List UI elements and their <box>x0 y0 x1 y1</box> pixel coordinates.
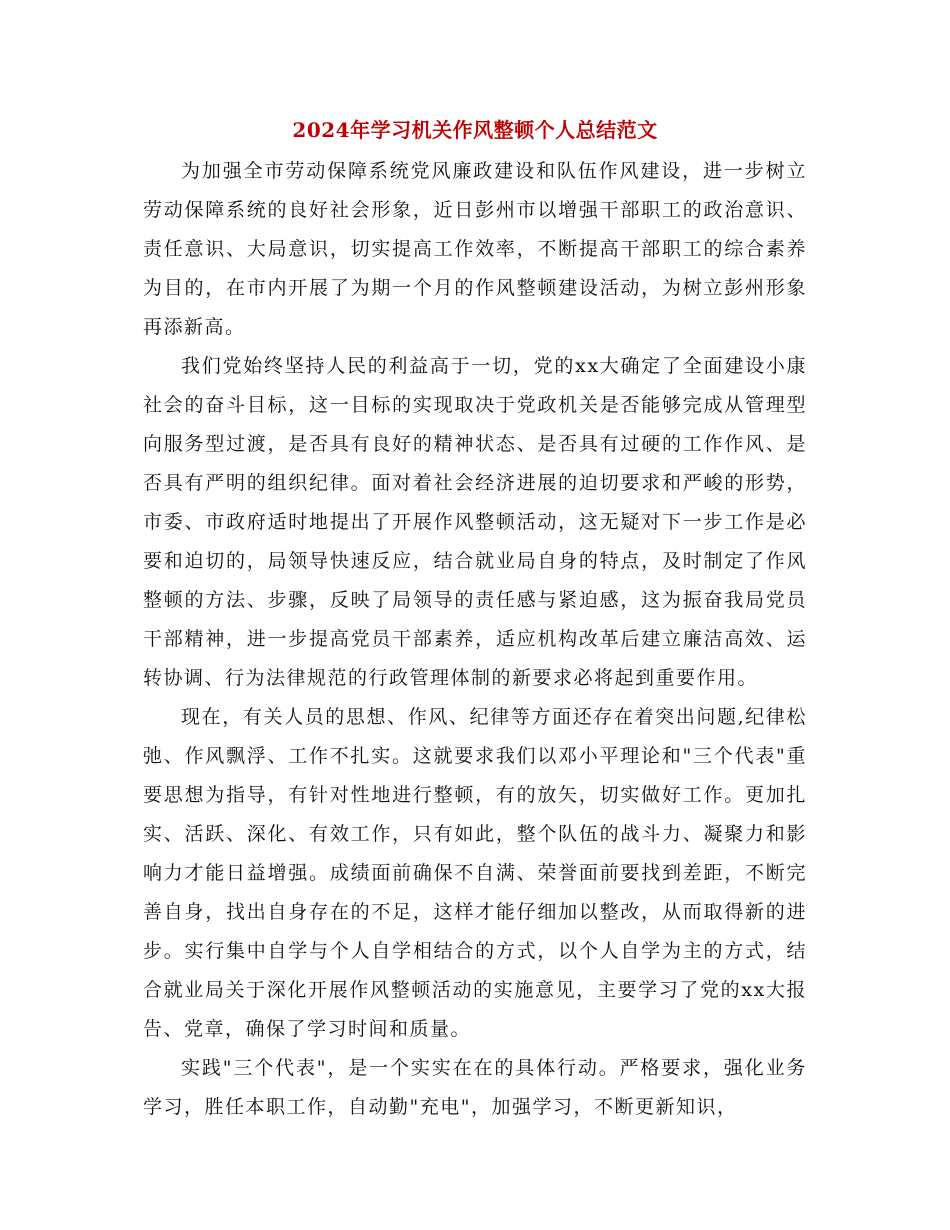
paragraph-4: 实践"三个代表"，是一个实实在在的具体行动。严格要求，强化业务学习，胜任本职工作，自动勤"充电"，加强学习，不断更新知识， <box>143 1057 807 1118</box>
paragraph-3: 现在，有关人员的思想、作风、纪律等方面还存在着突出问题,纪律松弛、作风飘浮、工作不扎实。这就要求我们以邓小平理论和"三个代表"重要思想为指导，有针对性地进行整顿，有的放矢，切实做好工作。更加扎实、活跃、深化、有效工作，只有如此，整个队伍的战斗力、凝聚力和影响力才能日益增强。成绩面前确保不自满、荣誉面前要找到差距，不断完善自身，找出自身存在的不足，这样才能仔细加以整改，从而取得新的进步。实行集中自学与个人自学相结合的方式，以个人自学为主的方式，结合就业局关于深化开展作风整顿活动的实施意见，主要学习了党的xx大报告、党章，确保了学习时间和质量。 <box>143 706 807 1040</box>
document-title: 2024年学习机关作风整顿个人总结范文 <box>292 118 658 142</box>
document-body <box>143 152 807 1127</box>
paragraph-2: 我们党始终坚持人民的利益高于一切，党的xx大确定了全面建设小康社会的奋斗目标，这一目标的实现取决于党政机关是否能够完成从管理型向服务型过渡，是否具有良好的精神状态、是否具有过硬的工作作风、是否具有严明的组织纪律。面对着社会经济进展的迫切要求和严峻的形势，市委、市政府适时地提出了开展作风整顿活动，这无疑对下一步工作是必要和迫切的，局领导快速反应，结合就业局自身的特点，及时制定了作风整顿的方法、步骤，反映了局领导的责任感与紧迫感，这为振奋我局党员干部精神，进一步提高党员干部素养，适应机构改革后建立廉洁高效、运转协调、行为法律规范的行政管理体制的新要求必将起到重要作用。 <box>143 355 807 689</box>
paragraph-1: 为加强全市劳动保障系统党风廉政建设和队伍作风建设，进一步树立劳动保障系统的良好社会形象，近日彭州市以增强干部职工的政治意识、责任意识、大局意识，切实提高工作效率，不断提高干部职工的综合素养为目的，在市内开展了为期一个月的作风整顿建设活动，为树立彭州形象再添新高。 <box>143 160 807 338</box>
